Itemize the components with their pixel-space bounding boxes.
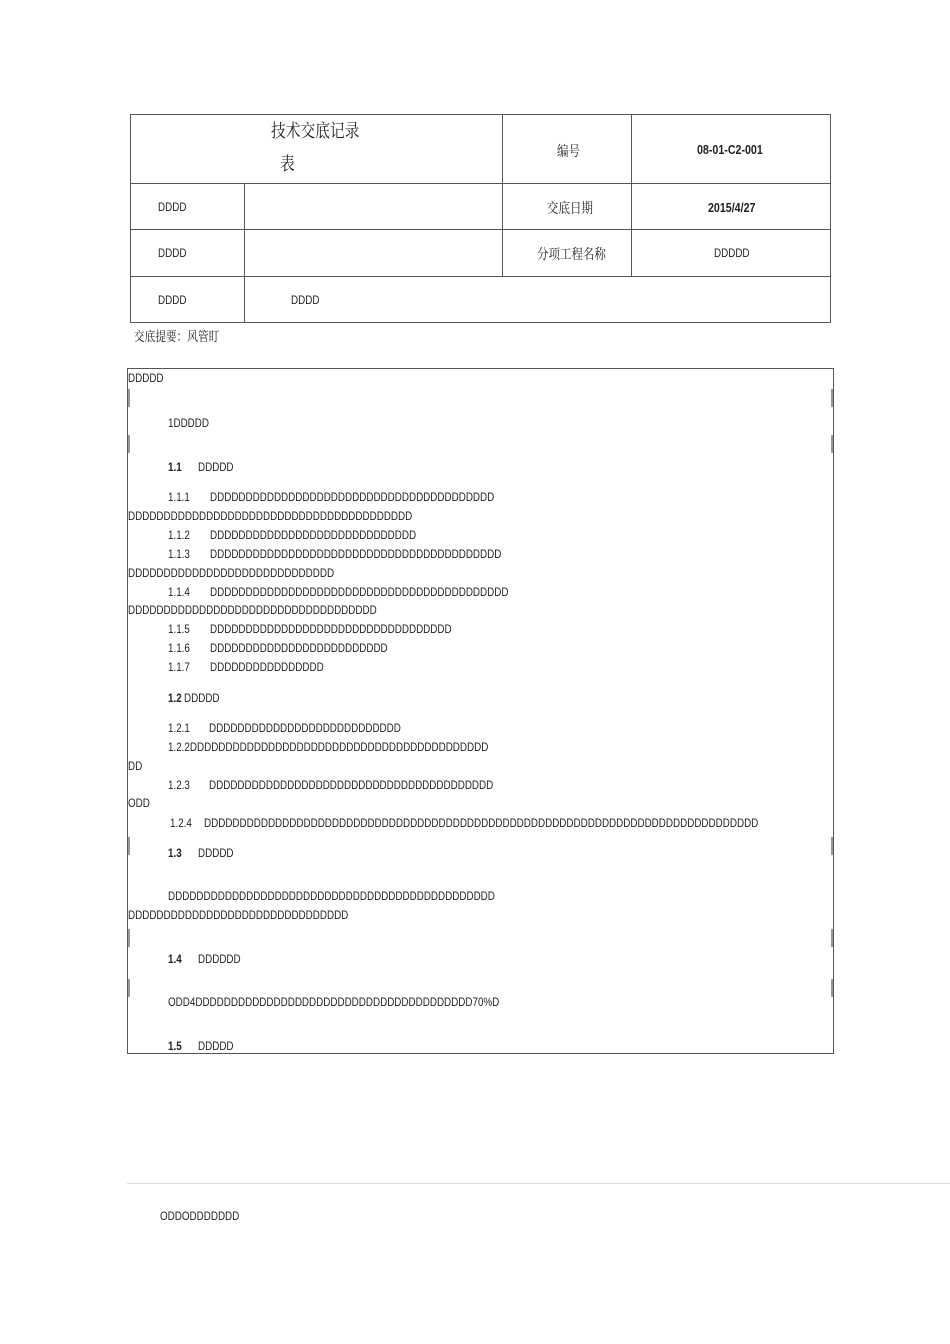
summary-label: 交底提要：风管盯 [134,329,220,344]
item-1-1-1-number: 1.1.1 [168,490,190,504]
section-1-3-text: DDDDD [198,846,234,860]
number-label: 编号 [557,143,580,159]
paragraph-1-4: ODD4DDDDDDDDDDDDDDDDDDDDDDDDDDDDDDDDDDDDDDD70%D [168,995,500,1009]
margin-mark [831,435,833,453]
section-1-1-text: DDDDD [198,460,234,474]
item-1-1-1-text: DDDDDDDDDDDDDDDDDDDDDDDDDDDDDDDDDDDDDDDD [210,490,495,504]
item-1-1-4-text: DDDDDDDDDDDDDDDDDDDDDDDDDDDDDDDDDDDDDDDDDD [210,585,509,599]
margin-mark [831,837,833,855]
table-rule [502,115,503,276]
item-1-2-4-text: DDDDDDDDDDDDDDDDDDDDDDDDDDDDDDDDDDDDDDDDDDDDDDDDDDDDDDDDDDDDDDDDDDDDDDDDDDDDDD [204,816,759,830]
table-rule [631,115,632,276]
subproject-value: DDDDD [714,246,750,260]
item-1-2-4-number: 1.2.4 [170,816,192,830]
section-1-3-number: 1.3 [168,846,182,860]
doc-title-line1: 技术交底记录 [271,121,360,141]
section-1-5-number: 1.5 [168,1039,182,1053]
item-1-1-7-number: 1.1.7 [168,660,190,674]
margin-mark [831,389,833,407]
item-1-1-6-number: 1.1.6 [168,641,190,655]
section-1-1-number: 1.1 [168,460,182,474]
footer-divider [127,1183,950,1184]
item-1-2-1-text: DDDDDDDDDDDDDDDDDDDDDDDDDDD [209,721,401,735]
margin-mark [128,837,130,855]
item-1-1-4-continued: DDDDDDDDDDDDDDDDDDDDDDDDDDDDDDDDDDD [128,603,377,617]
number-value: 08-01-C2-001 [697,142,763,157]
item-1-1-1-continued: DDDDDDDDDDDDDDDDDDDDDDDDDDDDDDDDDDDDDDDD [128,509,413,523]
margin-mark [831,979,833,997]
item-1-2-3-text: DDDDDDDDDDDDDDDDDDDDDDDDDDDDDDDDDDDDDDDD [209,778,494,792]
table-rule [131,229,830,230]
item-1-2-1-number: 1.2.1 [168,721,190,735]
paragraph-1-3-continued: DDDDDDDDDDDDDDDDDDDDDDDDDDDDDDD [128,908,349,922]
item-1-1-6-text: DDDDDDDDDDDDDDDDDDDDDDDDD [210,641,388,655]
item-1-1-3-continued: DDDDDDDDDDDDDDDDDDDDDDDDDDDDD [128,566,335,580]
section-1-heading: 1DDDDD [168,416,210,430]
margin-mark [128,979,130,997]
subproject-label: 分项工程名称 [537,246,606,262]
item-1-2-2-text: 1.2.2DDDDDDDDDDDDDDDDDDDDDDDDDDDDDDDDDDDDDDDDDD [168,740,489,754]
row4-label: DDDD [158,293,187,307]
margin-mark [128,435,130,453]
date-label: 交底日期 [547,200,593,216]
section-1-5-text: DDDDD [198,1039,234,1053]
date-value: 2015/4/27 [708,200,756,215]
item-1-1-2-text: DDDDDDDDDDDDDDDDDDDDDDDDDDDDD [210,528,417,542]
margin-mark [128,389,130,407]
intro-text: DDDDD [128,371,164,385]
item-1-2-2-continued: DD [128,759,143,773]
section-1-2-number: 1.2 [168,691,182,705]
item-1-1-5-number: 1.1.5 [168,622,190,636]
item-1-1-3-text: DDDDDDDDDDDDDDDDDDDDDDDDDDDDDDDDDDDDDDDDD [210,547,502,561]
item-1-1-5-text: DDDDDDDDDDDDDDDDDDDDDDDDDDDDDDDDDD [210,622,452,636]
row3-label: DDDD [158,246,187,260]
paragraph-1-3: DDDDDDDDDDDDDDDDDDDDDDDDDDDDDDDDDDDDDDDDDDDDDD [168,889,495,903]
item-1-1-7-text: DDDDDDDDDDDDDDDD [210,660,324,674]
item-1-2-3-number: 1.2.3 [168,778,190,792]
footer-text: ODDODDDDDDD [160,1209,240,1223]
row4-value: DDDD [291,293,320,307]
table-rule [131,276,830,277]
doc-title-line2: 表 [280,154,295,174]
margin-mark [831,929,833,947]
section-1-4-number: 1.4 [168,952,182,966]
table-rule [244,183,245,323]
section-1-2-text: DDDDD [184,691,220,705]
row2-label: DDDD [158,200,187,214]
item-1-1-4-number: 1.1.4 [168,585,190,599]
table-rule [131,183,830,184]
section-1-4-text: DDDDDD [198,952,241,966]
item-1-2-3-continued: ODD [128,796,150,810]
margin-mark [128,929,130,947]
item-1-1-2-number: 1.1.2 [168,528,190,542]
item-1-1-3-number: 1.1.3 [168,547,190,561]
